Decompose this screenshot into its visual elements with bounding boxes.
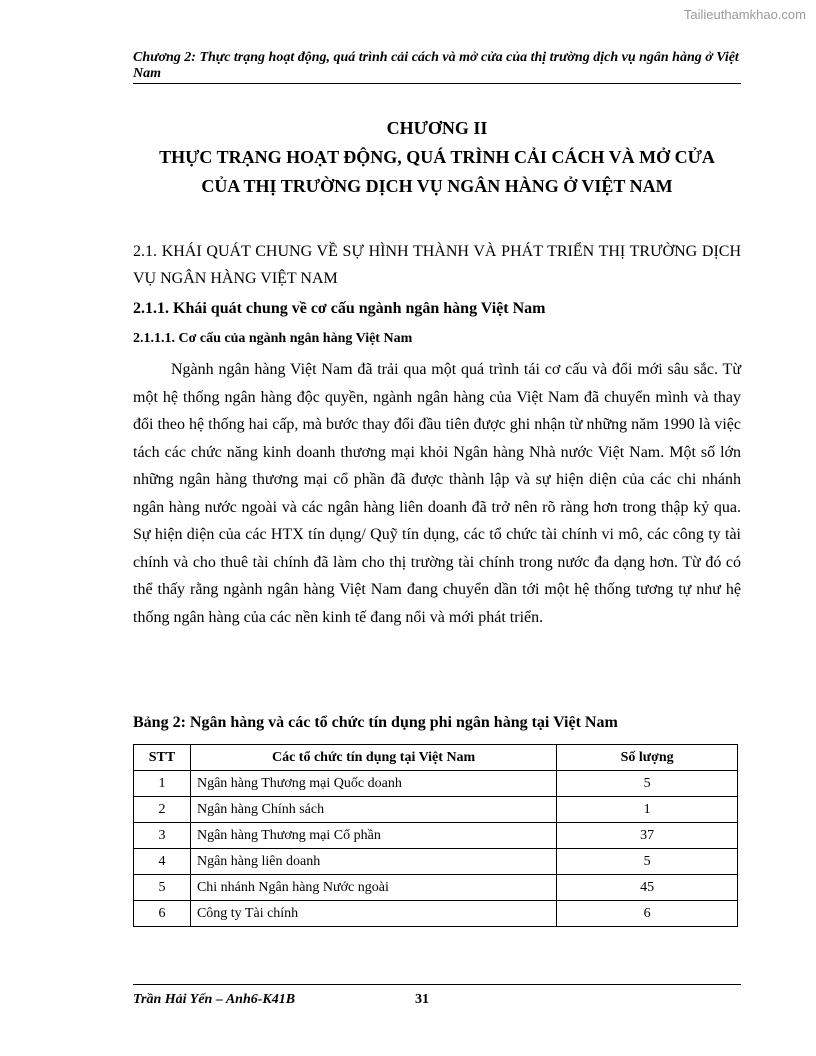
subsection-heading: 2.1.1. Khái quát chung về cơ cấu ngành ngân hàng Việt Nam [133,300,546,317]
cell-stt: 4 [134,849,191,875]
cell-stt: 1 [134,771,191,797]
chapter-number: CHƯƠNG II [386,118,488,138]
footer-divider [133,984,741,985]
section-heading: 2.1. KHÁI QUÁT CHUNG VỀ SỰ HÌNH THÀNH VÀ PHÁT TRIỂN THỊ TRƯỜNG DỊCH VỤ NGÂN HÀNG VIỆT NAM [133,243,741,287]
table-row [134,823,738,849]
cell-quantity: 5 [557,771,738,797]
table-row [134,771,738,797]
table-row [134,849,738,875]
banks-table [133,744,738,927]
cell-quantity: 1 [557,797,738,823]
cell-stt: 6 [134,901,191,927]
chapter-title-block [133,114,741,201]
chapter-title-line-1: THỰC TRẠNG HOẠT ĐỘNG, QUÁ TRÌNH CẢI CÁCH VÀ MỞ CỬA [159,147,715,167]
cell-stt: 5 [134,875,191,901]
cell-stt: 2 [134,797,191,823]
table-row [134,875,738,901]
body-paragraph: Ngành ngân hàng Việt Nam đã trải qua một quá trình tái cơ cấu và đổi mới sâu sắc. Từ một hệ thống ngân hàng độc quyền, ngành ngân hàng của Việt Nam đã chuyển mình và thay đổi theo hệ thống hai cấp, mà bước thay đổi đầu tiên được ghi nhận từ những năm 1990 là việc tách các chức năng kinh doanh thương mại khỏi Ngân hàng Nhà nước Việt Nam. Một số lớn những ngân hàng thương mại cổ phần đã được thành lập và sự hiện diện của các chi nhánh ngân hàng nước ngoài và các ngân hàng liên doanh đã trở nên rõ ràng hơn trong thập kỷ qua. Sự hiện diện của các HTX tín dụng/ Quỹ tín dụng, các tổ chức tài chính vi mô, các công ty tài chính và cho thuê tài chính đã làm cho thị trường tài chính trong nước đa dạng hơn. Từ đó có thể thấy rằng ngành ngân hàng Việt Nam đang chuyển dần tới một hệ thống tương tự như hệ thống ngân hàng của các nền kinh tế đang nổi và mới phát triển. [133,361,741,626]
cell-quantity: 6 [557,901,738,927]
cell-institution: Công ty Tài chính [190,901,556,927]
cell-quantity: 45 [557,875,738,901]
header-quantity: Số lượng [557,745,738,771]
subsubsection-heading: 2.1.1.1. Cơ cấu của ngành ngân hàng Việt Nam [133,331,413,346]
footer-author: Trần Hải Yến – Anh6-K41B [133,992,296,1007]
table-caption: Bảng 2: Ngân hàng và các tổ chức tín dụng phi ngân hàng tại Việt Nam [133,714,618,731]
cell-institution: Ngân hàng Chính sách [190,797,556,823]
cell-institution: Ngân hàng liên doanh [190,849,556,875]
cell-quantity: 5 [557,849,738,875]
page-number: 31 [415,992,429,1007]
cell-quantity: 37 [557,823,738,849]
cell-institution: Chi nhánh Ngân hàng Nước ngoài [190,875,556,901]
header-institution: Các tổ chức tín dụng tại Việt Nam [190,745,556,771]
running-header: Chương 2: Thực trạng hoạt động, quá trình cải cách và mở cửa của thị trường dịch vụ ngân hàng ở Việt Nam [133,50,741,84]
cell-stt: 3 [134,823,191,849]
header-stt: STT [134,745,191,771]
table-row [134,901,738,927]
cell-institution: Ngân hàng Thương mại Cổ phần [190,823,556,849]
table-row [134,797,738,823]
chapter-title-line-2: CỦA THỊ TRƯỜNG DỊCH VỤ NGÂN HÀNG Ở VIỆT NAM [201,176,673,196]
table-header-row [134,745,738,771]
watermark-text: Tailieuthamkhao.com [683,7,806,22]
cell-institution: Ngân hàng Thương mại Quốc doanh [190,771,556,797]
